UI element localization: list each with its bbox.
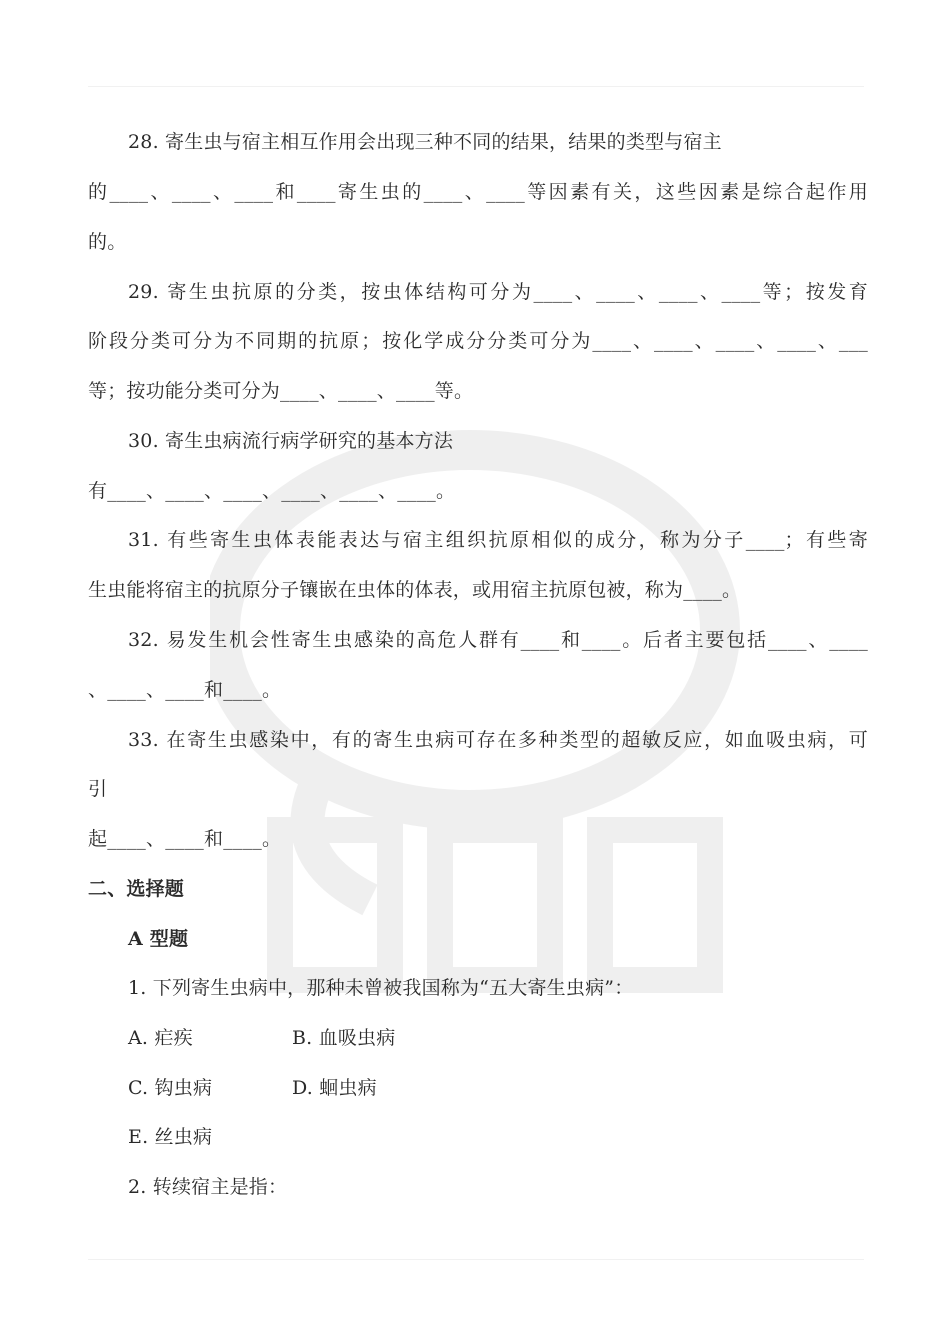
q29-line-1: 29. 寄生虫抗原的分类，按虫体结构可分为____、____、____、____等；按发育	[128, 281, 868, 303]
mcq-1-option-d: D. 蛔虫病	[292, 1077, 377, 1099]
footer-rule	[88, 1259, 864, 1260]
q33-line-2: 引	[88, 778, 108, 800]
q28-line-2: 的____、____、____和____寄生虫的____、____等因素有关，这些因素是综合起作用	[88, 181, 868, 203]
q29-line-2: 阶段分类可分为不同期的抗原；按化学成分分类可分为____、____、____、____、___	[88, 330, 868, 352]
q28-line-3: 的。	[88, 231, 127, 253]
q30-line-1: 30. 寄生虫病流行病学研究的基本方法	[128, 430, 454, 452]
q33-line-1: 33. 在寄生虫感染中，有的寄生虫病可存在多种类型的超敏反应，如血吸虫病，可	[128, 729, 868, 751]
q30-line-2: 有____、____、____、____、____、____。	[88, 480, 456, 502]
q32-line-1: 32. 易发生机会性寄生虫感染的高危人群有____和____。后者主要包括____、____	[128, 629, 868, 651]
q32-line-2: 、____、____和____。	[88, 679, 282, 701]
q31-line-1: 31. 有些寄生虫体表能表达与宿主组织抗原相似的成分，称为分子____；有些寄	[128, 529, 868, 551]
section-heading: 二、选择题	[88, 878, 185, 900]
mcq-2-stem: 2. 转续宿主是指：	[128, 1176, 288, 1198]
q31-line-2: 生虫能将宿主的抗原分子镶嵌在虫体的体表，或用宿主抗原包被，称为____。	[88, 579, 742, 601]
subsection-heading: A 型题	[128, 928, 189, 950]
mcq-1-option-b: B. 血吸虫病	[292, 1027, 396, 1049]
mcq-1-option-a: A. 疟疾	[128, 1027, 193, 1049]
mcq-1-option-e: E. 丝虫病	[128, 1126, 213, 1148]
q33-line-3: 起____、____和____。	[88, 828, 282, 850]
watermark-logo	[210, 430, 810, 1010]
q29-line-3: 等；按功能分类可分为____、____、____等。	[88, 380, 474, 402]
mcq-1-stem: 1. 下列寄生虫病中，那种未曾被我国称为“五大寄生虫病”：	[128, 977, 634, 999]
q28-line-1: 28. 寄生虫与宿主相互作用会出现三种不同的结果，结果的类型与宿主	[128, 131, 722, 153]
mcq-1-option-c: C. 钩虫病	[128, 1077, 213, 1099]
header-rule	[88, 86, 864, 87]
